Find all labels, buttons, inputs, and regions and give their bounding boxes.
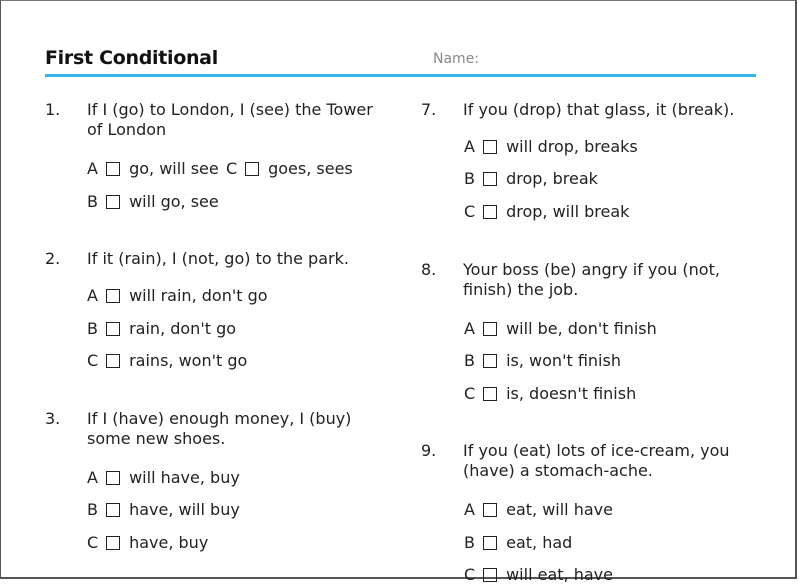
option-7a[interactable] [464,137,638,157]
checkbox[interactable] [245,162,259,176]
option-7b[interactable] [464,169,598,189]
option-8b[interactable] [464,351,621,371]
checkbox[interactable] [483,140,497,154]
option-text: have, will buy [129,500,240,519]
option-2b[interactable] [87,319,236,339]
option-1a[interactable] [87,159,219,179]
question-number: 9. [421,441,437,460]
option-letter: B [464,169,475,188]
checkbox[interactable] [483,536,497,550]
option-letter: A [464,319,475,338]
question-text: If you (drop) that glass, it (break). [463,100,735,119]
option-text: rains, won't go [129,351,248,370]
question-text: If I (have) enough money, I (buy) some new shoes. [87,409,352,448]
option-2c[interactable] [87,351,247,371]
checkbox[interactable] [106,503,120,517]
option-8a[interactable] [464,319,657,339]
option-text: have, buy [129,533,209,552]
checkbox[interactable] [106,354,120,368]
checkbox[interactable] [483,387,497,401]
option-text: drop, will break [506,202,630,221]
checkbox[interactable] [483,354,497,368]
option-letter: A [87,286,98,305]
option-2a[interactable] [87,286,268,306]
option-text: will rain, don't go [129,286,268,305]
option-3b[interactable] [87,500,240,520]
option-letter: C [87,533,99,552]
option-text: goes, sees [268,159,353,178]
option-9b[interactable] [464,533,572,553]
checkbox[interactable] [106,536,120,550]
option-letter: A [464,500,475,519]
option-text: drop, break [506,169,598,188]
option-text: will have, buy [129,468,240,487]
option-text: is, doesn't finish [506,384,637,403]
option-letter: C [226,159,238,178]
checkbox[interactable] [106,322,120,336]
option-letter: B [87,192,98,211]
option-letter: B [87,500,98,519]
option-1c[interactable] [226,159,353,179]
option-1b[interactable] [87,192,219,212]
question-number: 2. [45,249,61,268]
option-text: will go, see [129,192,219,211]
checkbox[interactable] [483,568,497,582]
option-letter: A [87,468,98,487]
option-letter: C [464,384,476,403]
option-text: go, will see [129,159,219,178]
option-text: will be, don't finish [506,319,657,338]
checkbox[interactable] [483,205,497,219]
option-letter: B [87,319,98,338]
option-text: will eat, have [506,565,613,584]
option-text: eat, will have [506,500,613,519]
question-text: If you (eat) lots of ice-cream, you (have) a stomach-ache. [463,441,730,480]
option-text: is, won't finish [506,351,621,370]
option-9a[interactable] [464,500,613,520]
name-label: Name: [433,51,480,67]
option-8c[interactable] [464,384,636,404]
page-title: First Conditional [45,47,218,69]
option-3c[interactable] [87,533,208,553]
question-number: 3. [45,409,61,428]
checkbox[interactable] [483,172,497,186]
worksheet-header [45,46,756,77]
option-letter: C [87,351,99,370]
option-letter: A [87,159,98,178]
checkbox[interactable] [483,322,497,336]
checkbox[interactable] [483,503,497,517]
question-number: 1. [45,100,61,119]
question-text: Your boss (be) angry if you (not, finish) the job. [463,260,720,299]
checkbox[interactable] [106,471,120,485]
option-3a[interactable] [87,468,240,488]
checkbox[interactable] [106,195,120,209]
option-letter: C [464,565,476,584]
option-letter: C [464,202,476,221]
question-number: 8. [421,260,437,279]
option-9c[interactable] [464,565,613,585]
option-text: rain, don't go [129,319,237,338]
checkbox[interactable] [106,162,120,176]
question-text: If I (go) to London, I (see) the Tower of London [87,100,373,139]
option-text: will drop, breaks [506,137,638,156]
question-text: If it (rain), I (not, go) to the park. [87,249,349,268]
checkbox[interactable] [106,289,120,303]
option-letter: A [464,137,475,156]
question-number: 7. [421,100,437,119]
option-text: eat, had [506,533,573,552]
option-7c[interactable] [464,202,629,222]
option-letter: B [464,533,475,552]
option-letter: B [464,351,475,370]
